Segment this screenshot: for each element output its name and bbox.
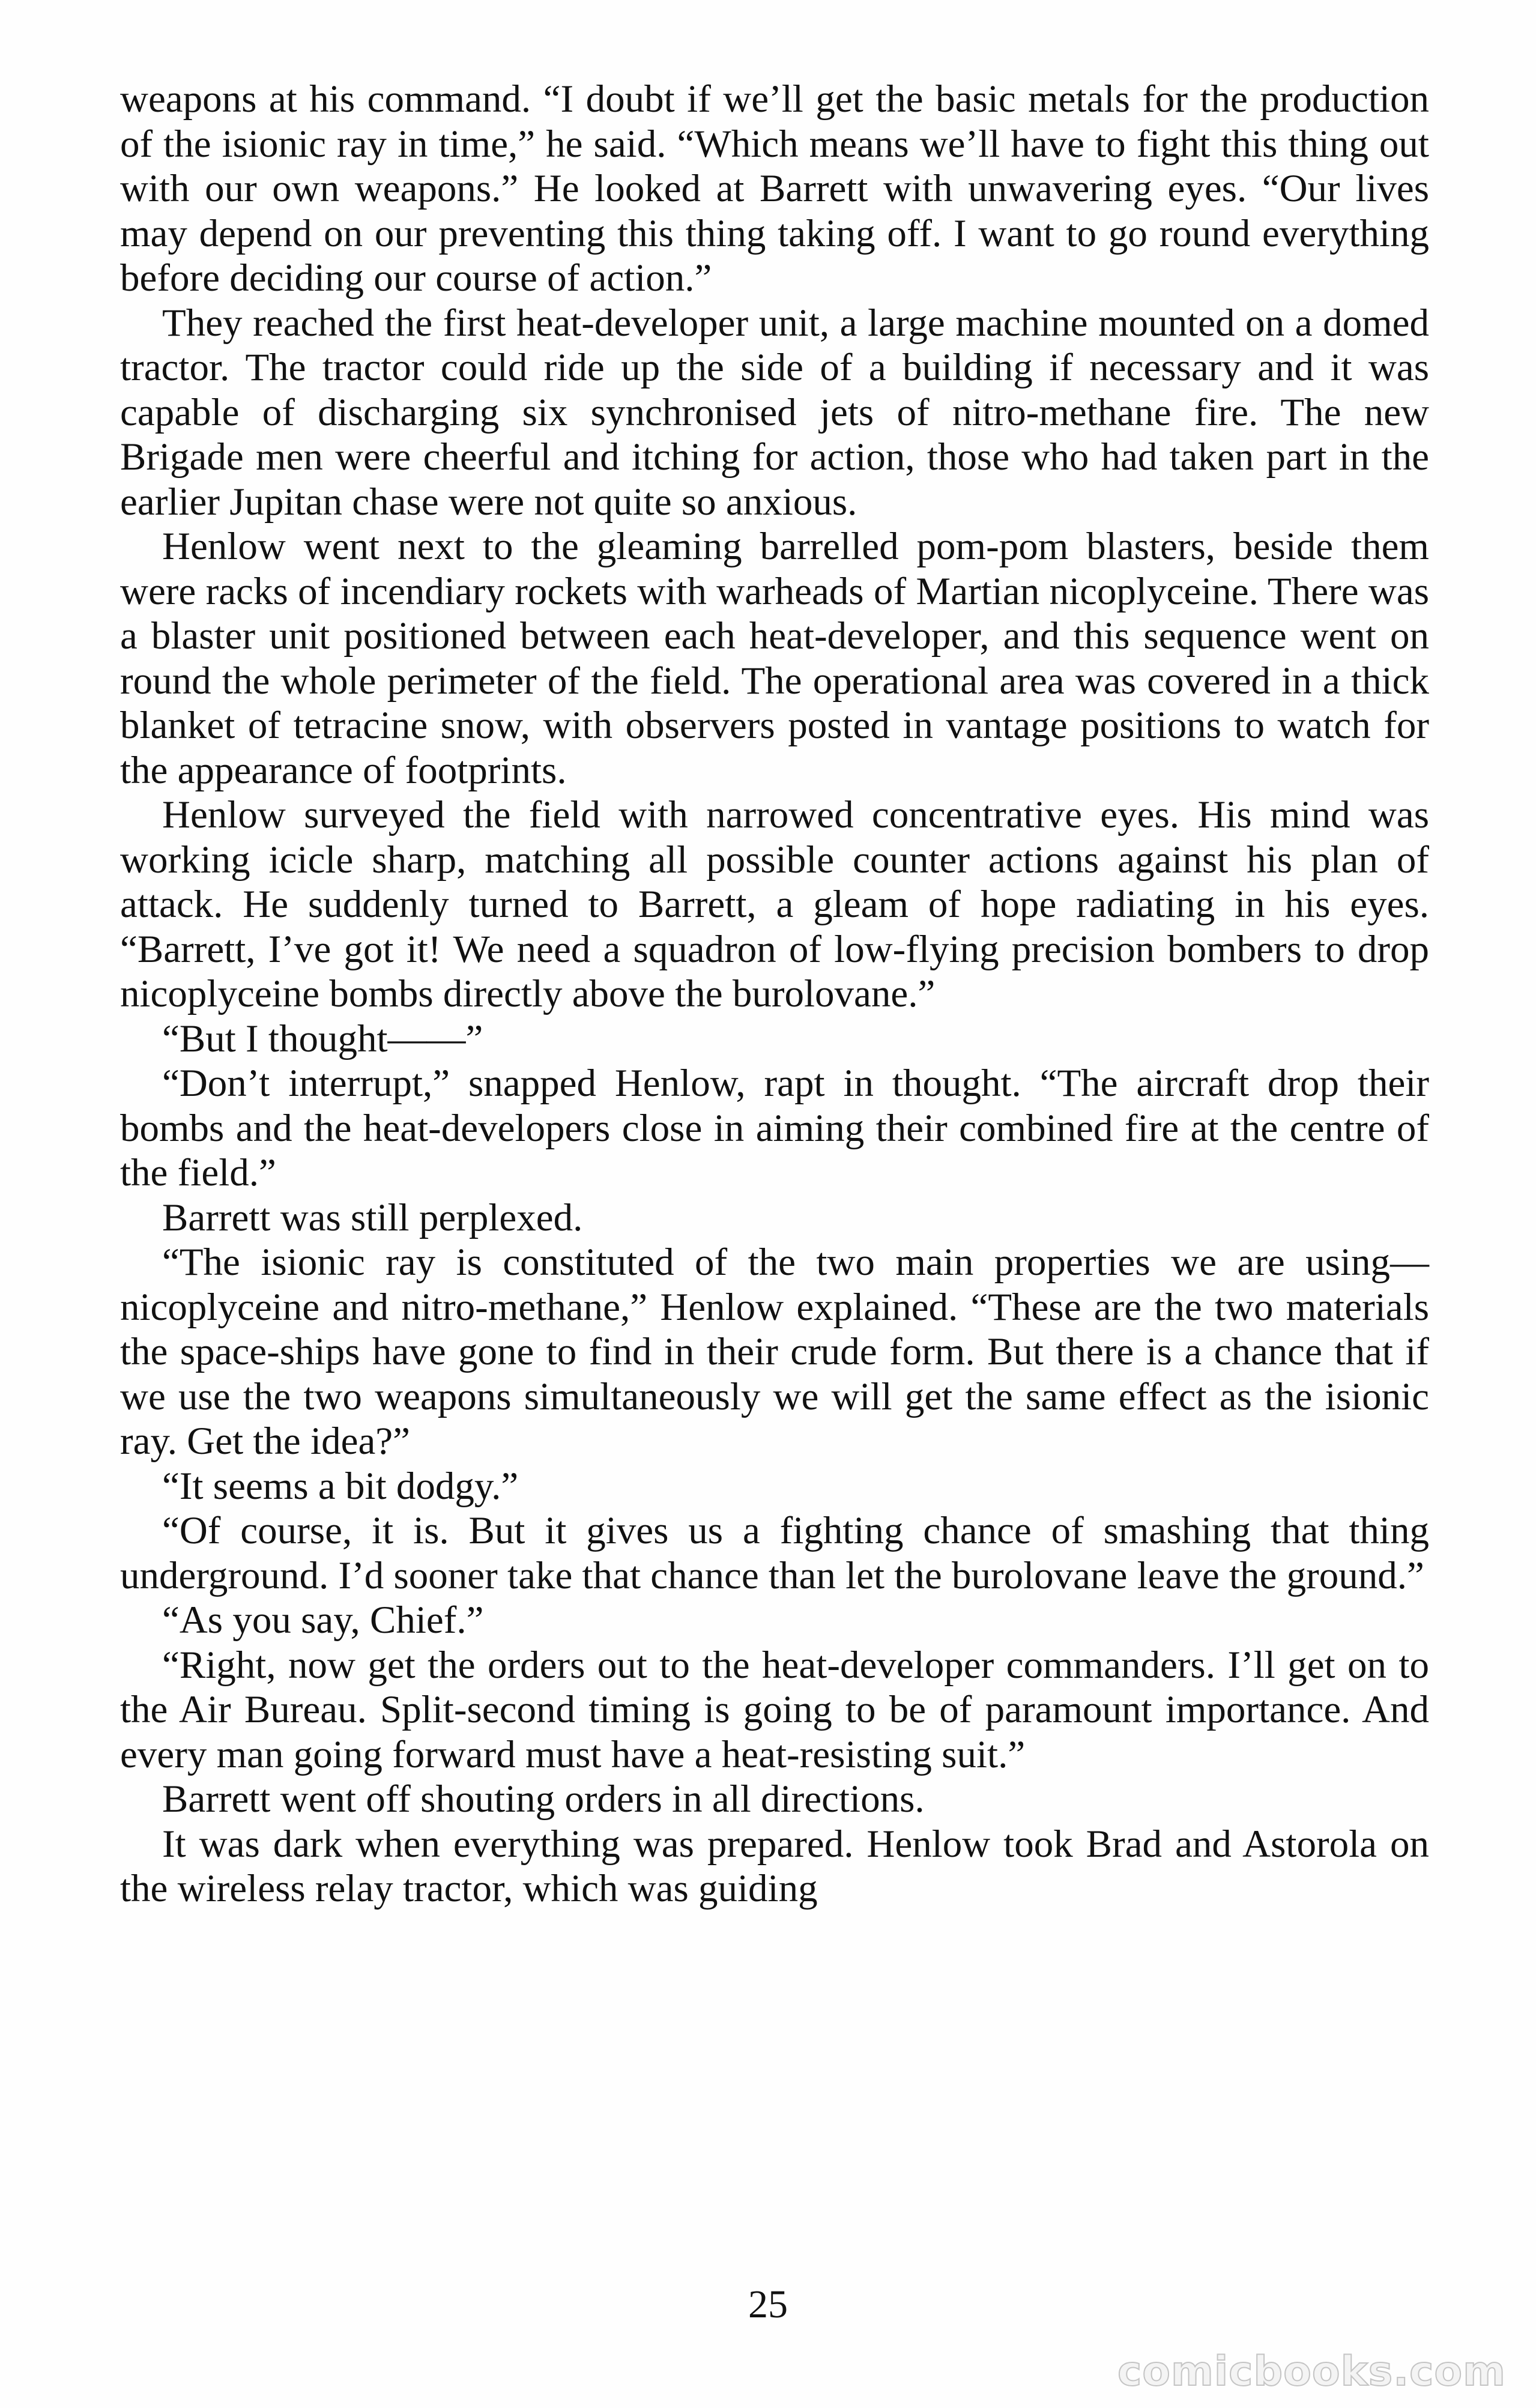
paragraph-12: “Right, now get the orders out to the heat-developer commanders. I’ll get on to the Air Bureau. Split-second timing is going to be of paramount importance. And every man going forward must have a heat-resisting suit.” — [120, 1643, 1429, 1776]
body-text — [120, 77, 1429, 1911]
paragraph-8: “The isionic ray is constituted of the two main properties we are using—nicoplyceine and nitro-methane,” Henlow explained. “These are the two materials the space-ships have gone to find in their crude form. But there is a chance that if we use the two weapons simultaneously we will get the same effect as the isionic ray. Get the idea?” — [120, 1241, 1429, 1463]
paragraph-14: It was dark when everything was prepared. Henlow took Brad and Astorola on the wireless relay tractor, which was guiding — [120, 1822, 1429, 1910]
watermark: comicbooks.com — [1117, 2348, 1506, 2395]
paragraph-3: Henlow went next to the gleaming barrelled pom-pom blasters, beside them were racks of incendiary rockets with warheads of Martian nicoplyceine. There was a blaster unit positioned between each heat-developer, and this sequence went on round the whole perimeter of the field. The operational area was covered in a thick blanket of tetracine snow, with observers posted in vantage positions to watch for the appearance of footprints. — [120, 525, 1429, 792]
paragraph-1: weapons at his command. “I doubt if we’ll get the basic metals for the production of the isionic ray in time,” he said. “Which means we’ll have to fight this thing out with our own weapons.” He looked at Barrett with unwavering eyes. “Our lives may depend on our preventing this thing taking off. I want to go round everything before deciding our course of action.” — [120, 77, 1429, 300]
paragraph-6: “Don’t interrupt,” snapped Henlow, rapt in thought. “The aircraft drop their bombs and the heat-developers close in aiming their combined fire at the centre of the field.” — [120, 1062, 1429, 1194]
paragraph-11: “As you say, Chief.” — [162, 1599, 484, 1642]
paragraph-7: Barrett was still perplexed. — [162, 1196, 583, 1239]
page-number: 25 — [748, 2282, 788, 2326]
paragraph-10: “Of course, it is. But it gives us a fighting chance of smashing that thing underground. I’d sooner take that chance than let the burolovane leave the ground.” — [120, 1509, 1429, 1597]
paragraph-9: “It seems a bit dodgy.” — [162, 1464, 519, 1508]
paragraph-5: “But I thought——” — [162, 1017, 483, 1060]
paragraph-2: They reached the first heat-developer unit, a large machine mounted on a domed tractor. The tractor could ride up the side of a building if necessary and it was capable of discharging six synchronised jets of nitro-methane fire. The new Brigade men were cheerful and itching for action, those who had taken part in the earlier Jupitan chase were not quite so anxious. — [120, 301, 1429, 524]
paragraph-4: Henlow surveyed the field with narrowed concentrative eyes. His mind was working icicle sharp, matching all possible counter actions against his plan of attack. He suddenly turned to Barrett, a gleam of hope radiating in his eyes. “Barrett, I’ve got it! We need a squadron of low-flying precision bombers to drop nicoplyceine bombs directly above the burolovane.” — [120, 793, 1429, 1015]
paragraph-13: Barrett went off shouting orders in all directions. — [162, 1777, 925, 1821]
